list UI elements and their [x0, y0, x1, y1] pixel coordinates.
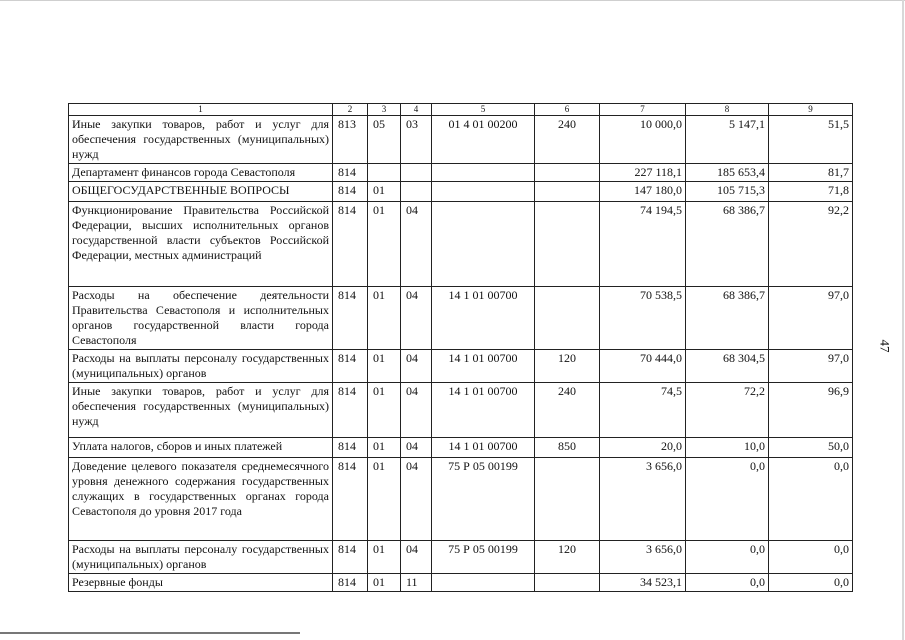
value-cell: 01 [368, 383, 401, 438]
value-cell: 105 715,3 [686, 182, 769, 202]
value-cell: 50,0 [769, 438, 853, 458]
table-row [69, 287, 853, 350]
table-row [69, 202, 853, 287]
header-cell: 4 [401, 104, 432, 116]
value-cell: 814 [333, 164, 368, 182]
value-cell: 20,0 [600, 438, 686, 458]
value-cell: 97,0 [769, 287, 853, 350]
value-cell: 814 [333, 202, 368, 287]
value-cell: 01 [368, 438, 401, 458]
row-label-cell: Расходы на выплаты персоналу государственных (муниципальных) органов [69, 350, 333, 383]
row-label-cell: Функционирование Правительства Российской Федерации, высших исполнительных органов государственной власти субъектов Российской Федерации, местных администраций [69, 202, 333, 287]
table-row [69, 116, 853, 164]
value-cell: 0,0 [686, 458, 769, 541]
value-cell: 14 1 01 00700 [432, 350, 535, 383]
page-right-edge [902, 0, 904, 640]
value-cell: 14 1 01 00700 [432, 383, 535, 438]
value-cell: 01 [368, 574, 401, 592]
value-cell: 120 [535, 541, 600, 574]
value-cell: 05 [368, 116, 401, 164]
value-cell: 240 [535, 383, 600, 438]
value-cell: 72,2 [686, 383, 769, 438]
header-cell: 1 [69, 104, 333, 116]
value-cell: 81,7 [769, 164, 853, 182]
value-cell: 01 4 01 00200 [432, 116, 535, 164]
row-label-cell: Уплата налогов, сборов и иных платежей [69, 438, 333, 458]
value-cell: 0,0 [769, 458, 853, 541]
table-row [69, 182, 853, 202]
header-cell: 5 [432, 104, 535, 116]
value-cell: 71,8 [769, 182, 853, 202]
budget-table [68, 103, 853, 592]
value-cell: 51,5 [769, 116, 853, 164]
value-cell: 96,9 [769, 383, 853, 438]
value-cell: 01 [368, 182, 401, 202]
value-cell: 70 538,5 [600, 287, 686, 350]
value-cell: 04 [401, 287, 432, 350]
value-cell [401, 182, 432, 202]
table-row [69, 438, 853, 458]
row-label-cell: Расходы на обеспечение деятельности Правительства Севастополя и исполнительных органов государственной власти города Севастополя [69, 287, 333, 350]
row-label-cell: Расходы на выплаты персоналу государственных (муниципальных) органов [69, 541, 333, 574]
value-cell [432, 202, 535, 287]
value-cell: 814 [333, 574, 368, 592]
value-cell: 04 [401, 202, 432, 287]
value-cell: 01 [368, 287, 401, 350]
value-cell: 68 386,7 [686, 202, 769, 287]
value-cell: 01 [368, 202, 401, 287]
value-cell: 68 304,5 [686, 350, 769, 383]
table-row [69, 383, 853, 438]
value-cell: 14 1 01 00700 [432, 287, 535, 350]
value-cell: 0,0 [769, 574, 853, 592]
value-cell: 0,0 [769, 541, 853, 574]
value-cell: 04 [401, 438, 432, 458]
value-cell: 814 [333, 458, 368, 541]
value-cell: 04 [401, 541, 432, 574]
value-cell: 75 Р 05 00199 [432, 541, 535, 574]
value-cell: 74 194,5 [600, 202, 686, 287]
table-row [69, 350, 853, 383]
value-cell [401, 164, 432, 182]
header-cell: 7 [600, 104, 686, 116]
value-cell: 97,0 [769, 350, 853, 383]
row-label-cell: Иные закупки товаров, работ и услуг для обеспечения государственных (муниципальных) нужд [69, 116, 333, 164]
value-cell: 814 [333, 350, 368, 383]
value-cell [535, 287, 600, 350]
value-cell: 10,0 [686, 438, 769, 458]
value-cell: 14 1 01 00700 [432, 438, 535, 458]
header-cell: 9 [769, 104, 853, 116]
value-cell: 68 386,7 [686, 287, 769, 350]
header-cell: 2 [333, 104, 368, 116]
value-cell: 01 [368, 458, 401, 541]
page-bottom-rule [0, 632, 300, 634]
row-label-cell: ОБЩЕГОСУДАРСТВЕННЫЕ ВОПРОСЫ [69, 182, 333, 202]
header-cell: 3 [368, 104, 401, 116]
value-cell: 813 [333, 116, 368, 164]
row-label-cell: Иные закупки товаров, работ и услуг для обеспечения государственных (муниципальных) нужд [69, 383, 333, 438]
value-cell [368, 164, 401, 182]
value-cell: 814 [333, 182, 368, 202]
value-cell: 185 653,4 [686, 164, 769, 182]
header-cell: 8 [686, 104, 769, 116]
value-cell: 34 523,1 [600, 574, 686, 592]
value-cell: 3 656,0 [600, 541, 686, 574]
value-cell: 70 444,0 [600, 350, 686, 383]
value-cell [535, 164, 600, 182]
value-cell: 120 [535, 350, 600, 383]
value-cell: 74,5 [600, 383, 686, 438]
page-top-edge [0, 0, 905, 1]
value-cell: 814 [333, 438, 368, 458]
value-cell [432, 574, 535, 592]
value-cell: 04 [401, 458, 432, 541]
value-cell: 11 [401, 574, 432, 592]
value-cell: 01 [368, 541, 401, 574]
value-cell: 0,0 [686, 541, 769, 574]
value-cell: 850 [535, 438, 600, 458]
value-cell: 240 [535, 116, 600, 164]
value-cell [432, 182, 535, 202]
value-cell [535, 202, 600, 287]
value-cell: 3 656,0 [600, 458, 686, 541]
value-cell: 5 147,1 [686, 116, 769, 164]
row-label-cell: Доведение целевого показателя среднемесячного уровня денежного содержания государственных служащих в государственных органах города Севастополя до уровня 2017 года [69, 458, 333, 541]
value-cell: 814 [333, 383, 368, 438]
value-cell: 04 [401, 350, 432, 383]
value-cell [535, 182, 600, 202]
value-cell: 814 [333, 541, 368, 574]
value-cell: 10 000,0 [600, 116, 686, 164]
value-cell: 814 [333, 287, 368, 350]
value-cell: 92,2 [769, 202, 853, 287]
table-row [69, 574, 853, 592]
value-cell: 03 [401, 116, 432, 164]
value-cell: 147 180,0 [600, 182, 686, 202]
value-cell [535, 574, 600, 592]
value-cell: 227 118,1 [600, 164, 686, 182]
row-label-cell: Департамент финансов города Севастополя [69, 164, 333, 182]
header-cell: 6 [535, 104, 600, 116]
value-cell: 01 [368, 350, 401, 383]
table-row [69, 541, 853, 574]
value-cell [535, 458, 600, 541]
value-cell: 75 Р 05 00199 [432, 458, 535, 541]
row-label-cell: Резервные фонды [69, 574, 333, 592]
value-cell: 0,0 [686, 574, 769, 592]
page-number: 47 [877, 339, 893, 353]
table-row [69, 164, 853, 182]
table-row [69, 458, 853, 541]
value-cell: 04 [401, 383, 432, 438]
table-header-row [69, 104, 853, 116]
value-cell [432, 164, 535, 182]
